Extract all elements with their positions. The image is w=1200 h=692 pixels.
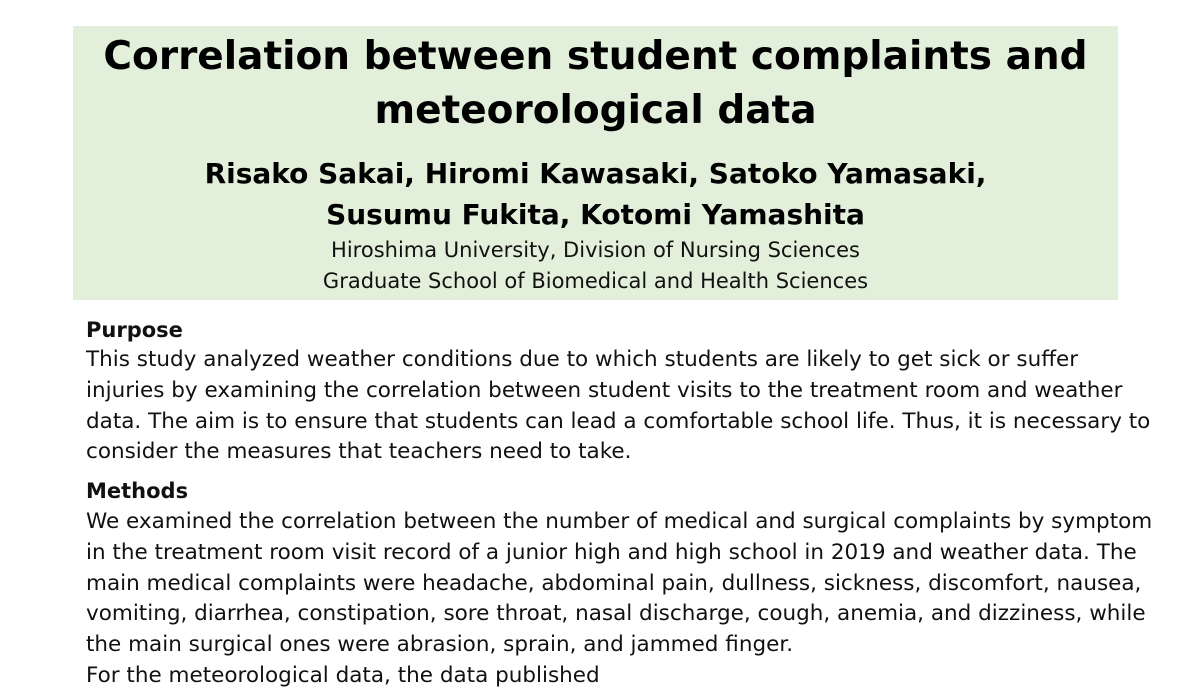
methods-line: We examined the correlation between the number of medical and surgical complaints by symptom xyxy=(86,509,1153,534)
methods-text xyxy=(86,507,1166,692)
title-line: meteorological data xyxy=(374,88,817,133)
purpose-line: This study analyzed weather conditions due to which students are likely to get sick or suffer xyxy=(86,347,1079,372)
purpose-text xyxy=(86,345,1166,468)
page-title xyxy=(73,30,1118,138)
methods-line: main medical complaints were headache, abdominal pain, dullness, sickness, discomfort, nausea, xyxy=(86,570,1142,596)
methods-line: For the meteorological data, the data published xyxy=(86,662,600,688)
authors-line: Susumu Fukita, Kotomi Yamashita xyxy=(326,198,865,231)
methods-line: the main surgical ones were abrasion, sprain, and jammed finger. xyxy=(86,632,794,658)
purpose-line: consider the measures that teachers need to take. xyxy=(86,439,632,465)
title-line: Correlation between student complaints and xyxy=(103,34,1088,79)
affiliation-line: Graduate School of Biomedical and Health Sciences xyxy=(322,269,869,293)
methods-heading: Methods xyxy=(86,479,189,503)
affiliation xyxy=(73,235,1118,297)
methods-line: in the treatment room visit record of a junior high and high school in 2019 and weather data. The xyxy=(86,539,1137,565)
purpose-line: data. The aim is to ensure that students can lead a comfortable school life. Thus, it is necessary to xyxy=(86,408,1151,434)
methods-line: vomiting, diarrhea, constipation, sore throat, nasal discharge, cough, anemia, and dizziness, while xyxy=(86,601,1146,627)
purpose-heading: Purpose xyxy=(86,318,183,342)
authors-line: Risako Sakai, Hiromi Kawasaki, Satoko Yamasaki, xyxy=(204,157,987,190)
affiliation-line: Hiroshima University, Division of Nursing Sciences xyxy=(331,238,860,262)
author-list xyxy=(73,153,1118,235)
purpose-line: injuries by examining the correlation between student visits to the treatment room and weather xyxy=(86,377,1123,403)
